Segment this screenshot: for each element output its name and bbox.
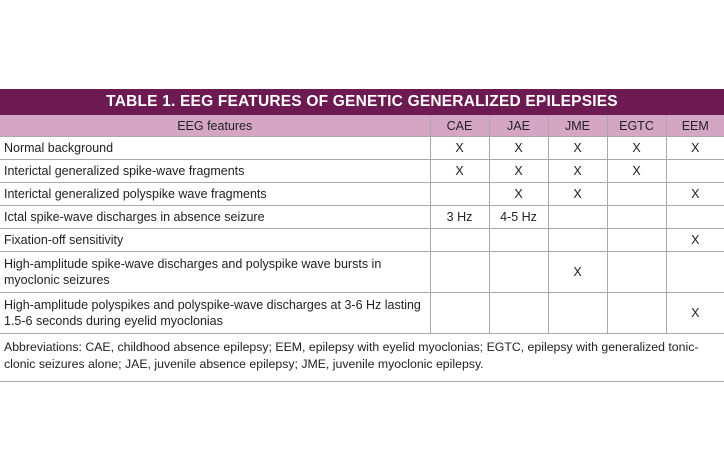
eem-cell [666, 160, 724, 183]
table-row [0, 183, 724, 206]
feature-cell: High-amplitude polyspikes and polyspike-wave discharges at 3-6 Hz lasting 1.5-6 seconds during eyelid myoclonias [0, 293, 430, 334]
egtc-cell [607, 229, 666, 252]
feature-cell: Interictal generalized spike-wave fragments [0, 160, 430, 183]
header-row [0, 115, 724, 137]
cae-cell [430, 252, 489, 293]
jme-cell: X [548, 160, 607, 183]
feature-cell: Ictal spike-wave discharges in absence seizure [0, 206, 430, 229]
eem-cell [666, 252, 724, 293]
col-header-eeg-features: EEG features [0, 115, 430, 137]
cae-cell: X [430, 160, 489, 183]
eem-cell: X [666, 183, 724, 206]
col-header-egtc: EGTC [607, 115, 666, 137]
table-title: TABLE 1. EEG FEATURES OF GENETIC GENERALIZED EPILEPSIES [0, 89, 724, 115]
feature-cell: Normal background [0, 137, 430, 160]
feature-cell: Interictal generalized polyspike wave fragments [0, 183, 430, 206]
jme-cell [548, 229, 607, 252]
feature-cell: Fixation-off sensitivity [0, 229, 430, 252]
jae-cell [489, 252, 548, 293]
features-grid [0, 115, 724, 334]
table-row [0, 160, 724, 183]
abbreviations-note: Abbreviations: CAE, childhood absence epilepsy; EEM, epilepsy with eyelid myoclonias; EGTC, epilepsy with generalized tonic-clonic seizures alone; JAE, juvenile absence epilepsy; JME, juvenile myoclonic epilepsy. [0, 334, 724, 382]
jae-cell [489, 229, 548, 252]
cae-cell: X [430, 137, 489, 160]
feature-cell: High-amplitude spike-wave discharges and polyspike wave bursts in myoclonic seizures [0, 252, 430, 293]
cae-cell [430, 229, 489, 252]
egtc-cell [607, 252, 666, 293]
col-header-cae: CAE [430, 115, 489, 137]
egtc-cell [607, 183, 666, 206]
jae-cell: 4-5 Hz [489, 206, 548, 229]
col-header-eem: EEM [666, 115, 724, 137]
jae-cell: X [489, 137, 548, 160]
eeg-features-table [0, 89, 724, 382]
table-row [0, 252, 724, 293]
cae-cell [430, 183, 489, 206]
jme-cell: X [548, 252, 607, 293]
col-header-jae: JAE [489, 115, 548, 137]
egtc-cell [607, 206, 666, 229]
eem-cell: X [666, 137, 724, 160]
jae-cell [489, 293, 548, 334]
egtc-cell: X [607, 137, 666, 160]
eem-cell [666, 206, 724, 229]
eem-cell: X [666, 293, 724, 334]
jae-cell: X [489, 183, 548, 206]
egtc-cell: X [607, 160, 666, 183]
table-row [0, 206, 724, 229]
col-header-jme: JME [548, 115, 607, 137]
jme-cell [548, 206, 607, 229]
jme-cell: X [548, 183, 607, 206]
jae-cell: X [489, 160, 548, 183]
jme-cell: X [548, 137, 607, 160]
eem-cell: X [666, 229, 724, 252]
table-row [0, 293, 724, 334]
table-row [0, 137, 724, 160]
cae-cell [430, 293, 489, 334]
egtc-cell [607, 293, 666, 334]
jme-cell [548, 293, 607, 334]
cae-cell: 3 Hz [430, 206, 489, 229]
table-row [0, 229, 724, 252]
